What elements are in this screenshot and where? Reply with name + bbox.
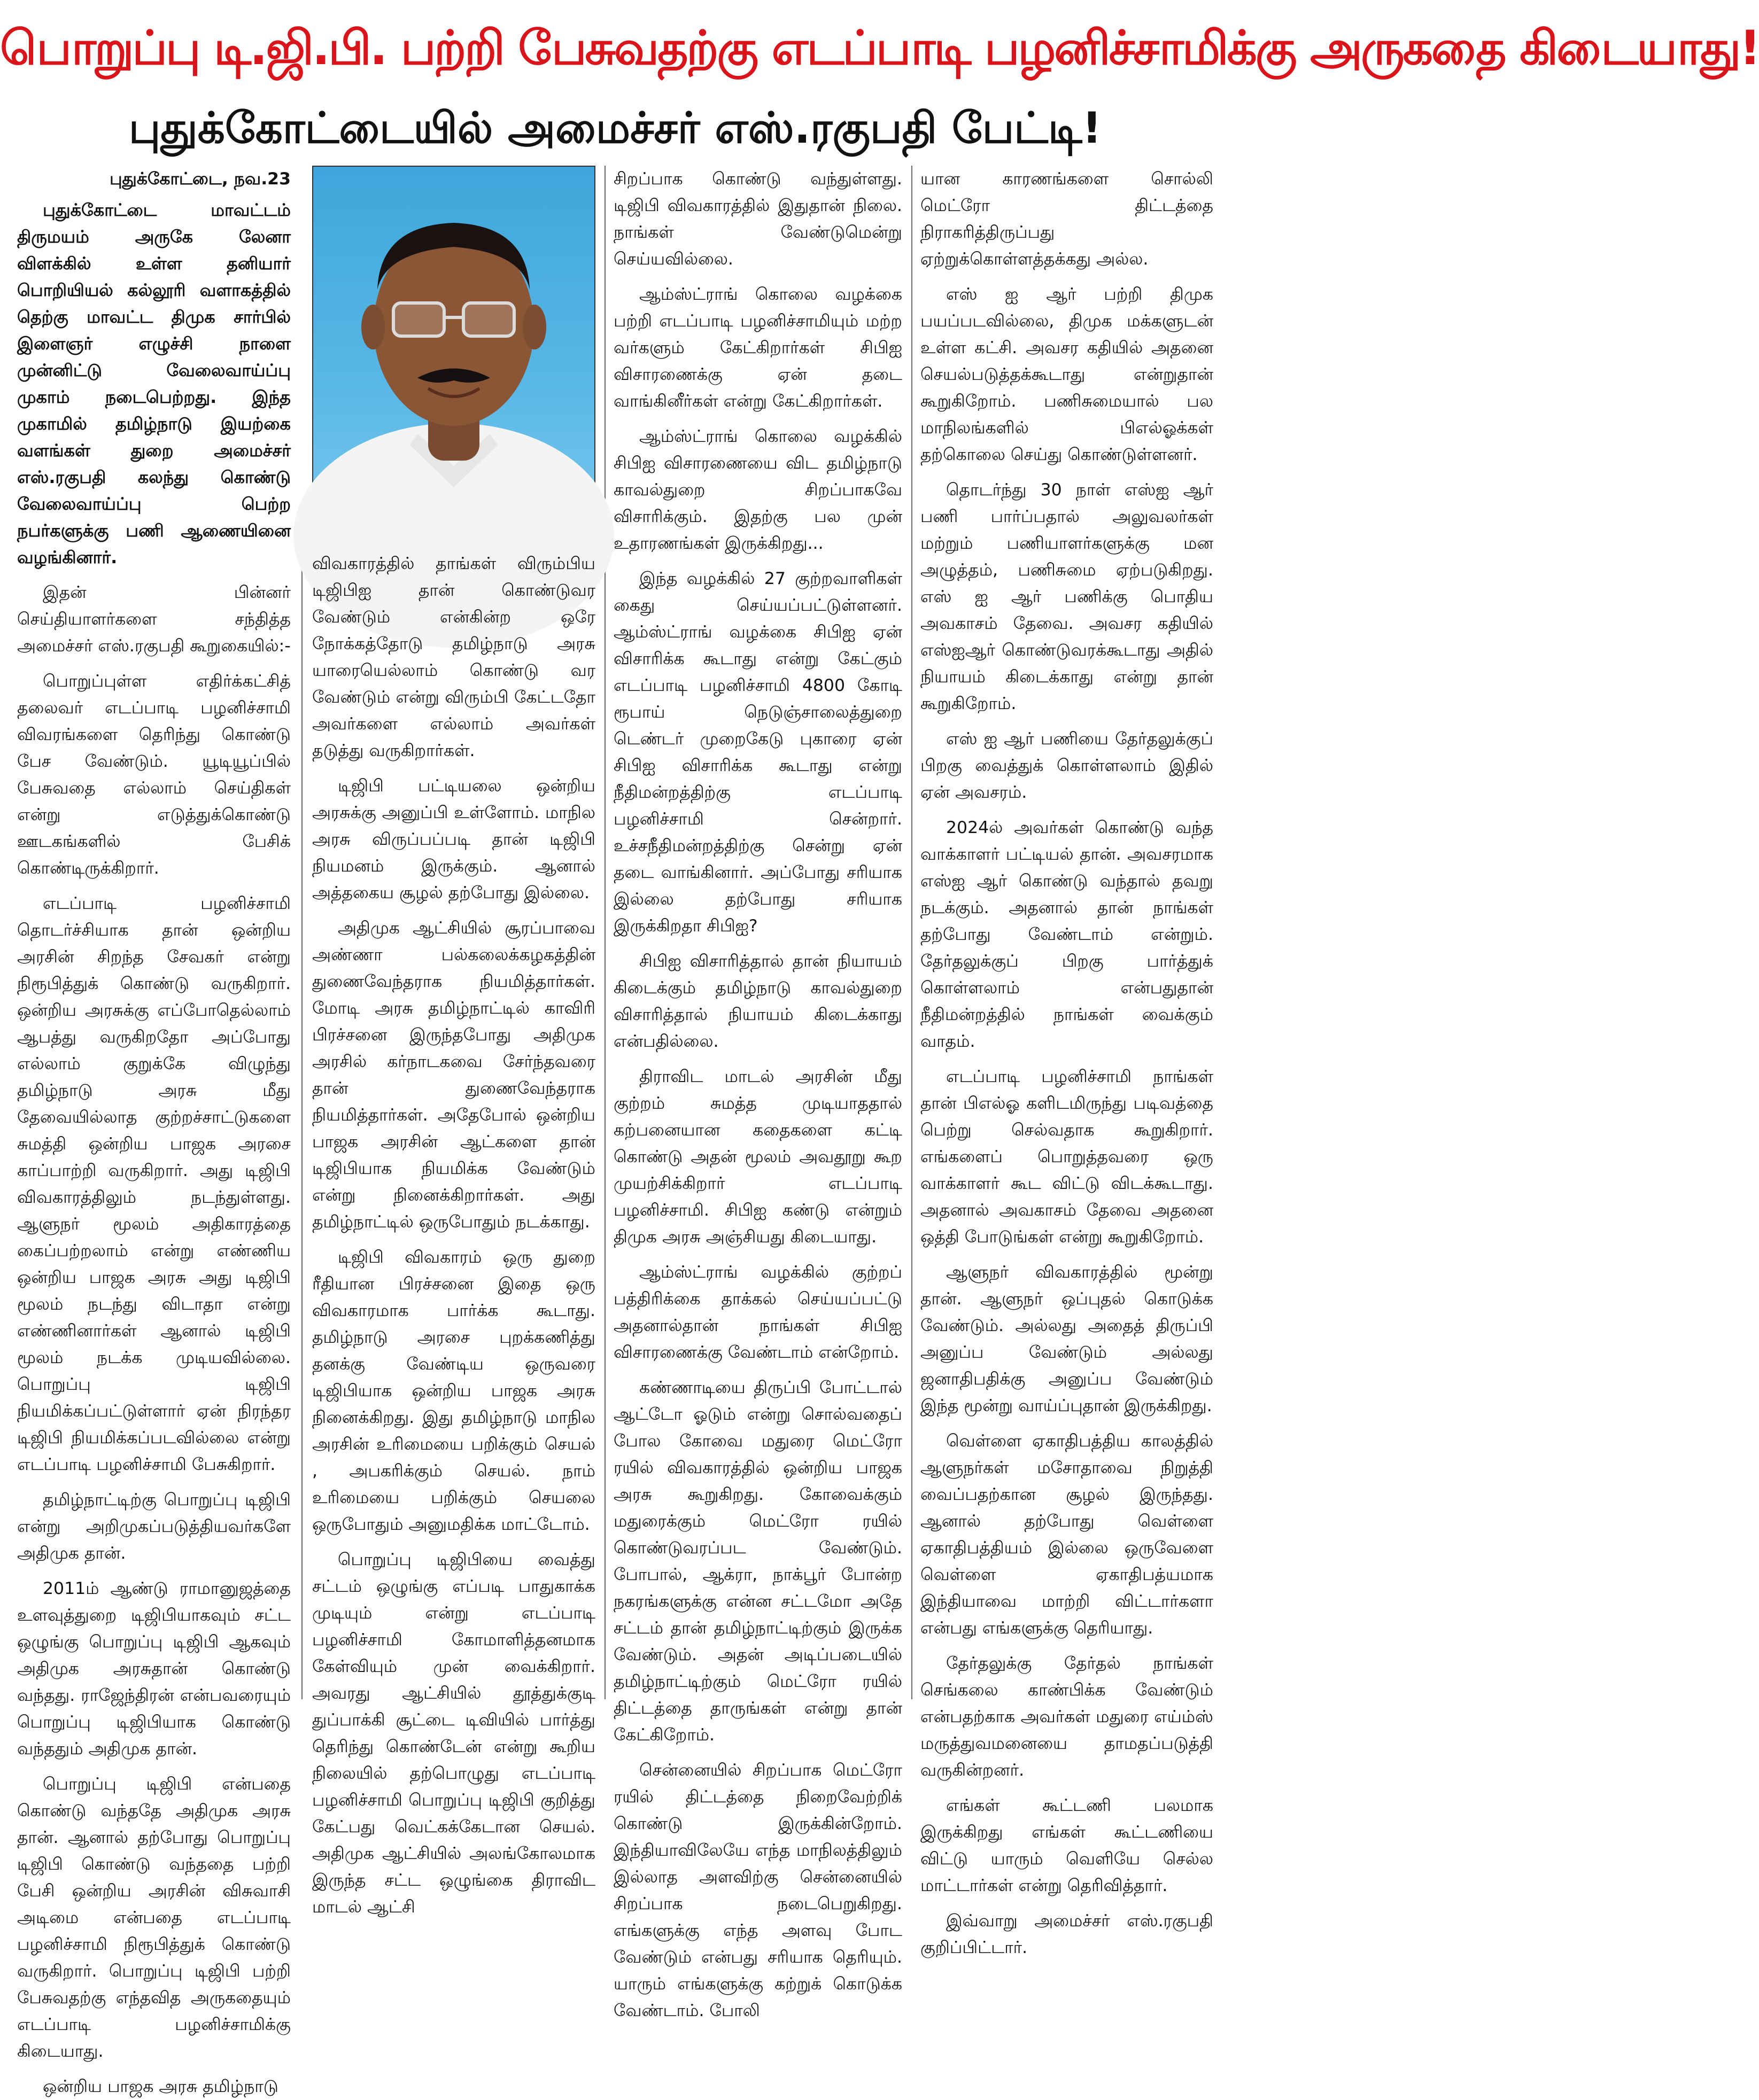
glasses-left — [393, 303, 444, 336]
paragraph: எடப்பாடி பழனிச்சாமி தொடர்ச்சியாக தான் ஒன்றிய அரசின் சிறந்த சேவகர் என்று நிரூபித்துக் கொண்டு வருகிறார். ஒன்றிய அரசுக்கு எப்போதெல்லாம் ஆபத்து வருகிறதோ அப்போது எல்லாம் குறுக்கே விழுந்து தமிழ்நாடு அரசு மீது தேவையில்லாத குற்றச்சாட்டுகளை சுமத்தி ஒன்றிய பாஜக அரசை காப்பாற்றி வருகிறார். அது டிஜிபி விவகாரத்திலும் நடந்துள்ளது. ஆளுநர் மூலம் அதிகாரத்தை கைப்பற்றலாம் என்று எண்ணிய ஒன்றிய பாஜக அரசு அது டிஜிபி மூலம் நடந்து விடாதா என்று எண்ணினார்கள் ஆனால் டிஜிபி மூலம் நடக்க முடியவில்லை. பொறுப்பு டிஜிபி நியமிக்கப்பட்டுள்ளார் ஏன் நிரந்தர டிஜிபி நியமிக்கப்படவில்லை என்று எடப்பாடி பழனிச்சாமி பேசுகிறார். — [17, 894, 291, 1474]
minister-photo — [312, 166, 595, 540]
paragraph: எடப்பாடி பழனிச்சாமி நாங்கள் தான் பிஎல்ஓ களிடமிருந்து படிவத்தை பெற்று செல்வதாக கூறுகிறார். எங்களைப் பொறுத்தவரை ஒரு வாக்காளர் கூட விட்டு விடக்கூடாது. அதனால் அவகாசம் தேவை அதனை ஒத்தி போடுங்கள் என்று கூறுகிறோம். — [920, 1067, 1213, 1247]
paragraph: வெள்ளை ஏகாதிபத்திய காலத்தில் ஆளுநர்கள் மசோதாவை நிறுத்தி வைப்பதற்கான சூழல் இருந்தது. ஆனால் தற்போது வெள்ளை ஏகாதிபத்தியம் இல்லை ஒருவேளை வெள்ளை ஏகாதிபத்யமாக இந்தியாவை மாற்றி விட்டார்களா என்பது எங்களுக்கு தெரியாது. — [920, 1432, 1213, 1638]
lead-paragraph: புதுக்கோட்டை மாவட்டம் திருமயம் அருகே லேனா விளக்கில் உள்ள தனியார் பொறியியல் கல்லூரி வளாகத்தில் தெற்கு மாவட்ட திமுக சார்பில் இளைஞர் எழுச்சி நாளை முன்னிட்டு வேலைவாய்ப்பு முகாம் நடைபெற்றது. இந்த முகாமில் தமிழ்நாடு இயற்கை வளங்கள் துறை அமைச்சர் எஸ்.ரகுபதி கலந்து கொண்டு வேலைவாய்ப்பு பெற்ற நபர்களுக்கு பணி ஆணையினை வழங்கினார். — [17, 200, 291, 567]
column-rule — [301, 550, 303, 1699]
column-rule — [911, 166, 912, 1699]
ear-right — [523, 305, 546, 349]
paragraph: சிபிஐ விசாரித்தால் தான் நியாயம் கிடைக்கும் தமிழ்நாடு காவல்துறை விசாரித்தால் நியாயம் கிடைக்காது என்பதில்லை. — [614, 952, 902, 1051]
paragraph: 2024ல் அவர்கள் கொண்டு வந்த வாக்காளர் பட்டியல் தான். அவசரமாக எஸ்ஐ ஆர் கொண்டு வந்தால் தவறு நடக்கும். அதனால் தான் நாங்கள் தற்போது வேண்டாம் என்றும். தேர்தலுக்குப் பிறகு பார்த்துக் கொள்ளலாம் என்பதுதான் நீதிமன்றத்தில் நாங்கள் வைக்கும் வாதம். — [920, 818, 1213, 1051]
ear-left — [361, 305, 385, 349]
paragraph: ஆளுநர் விவகாரத்தில் மூன்று தான். ஆளுநர் ஒப்புதல் கொடுக்க வேண்டும். அல்லது அதைத் திருப்பி அனுப்ப வேண்டும் அல்லது ஜனாதிபதிக்கு அனுப்ப வேண்டும் இந்த மூன்று வாய்ப்புதான் இருக்கிறது. — [920, 1263, 1213, 1415]
paragraph: எஸ் ஐ ஆர் பணியை தேர்தலுக்குப் பிறகு வைத்துக் கொள்ளலாம் இதில் ஏன் அவசரம். — [920, 729, 1213, 802]
paragraph: திராவிட மாடல் அரசின் மீது குற்றம் சுமத்த முடியாததால் கற்பனையான கதைகளை கட்டி கொண்டு அதன் மூலம் அவதூறு கூற முயற்சிக்கிறார் எடப்பாடி பழனிச்சாமி. சிபிஐ கண்டு என்றும் திமுக அரசு அஞ்சியது கிடையாது. — [614, 1067, 902, 1247]
paragraph: இவ்வாறு அமைச்சர் எஸ்.ரகுபதி குறிப்பிட்டார். — [920, 1911, 1213, 1957]
paragraph: கண்ணாடியை திருப்பி போட்டால் ஆட்டோ ஓடும் என்று சொல்வதைப் போல கோவை மதுரை மெட்ரோ ரயில் விவகாரத்தில் ஒன்றிய பாஜக அரசு கூறுகிறது. கோவைக்கும் மதுரைக்கும் மெட்ரோ ரயில் கொண்டுவரப்பட வேண்டும். போபால், ஆக்ரா, நாக்பூர் போன்ற நகரங்களுக்கு என்ன சட்டமோ அதே சட்டம் தான் தமிழ்நாட்டிற்கும் இருக்க வேண்டும். அதன் அடிப்படையில் தமிழ்நாட்டிற்கும் மெட்ரோ ரயில் திட்டத்தை தாருங்கள் என்று தான் கேட்கிறோம். — [614, 1378, 902, 1745]
paragraph: இதன் பின்னர் செய்தியாளர்களை சந்தித்த அமைச்சர் எஸ்.ரகுபதி கூறுகையில்:- — [17, 583, 291, 656]
paragraph: டிஜிபி விவகாரம் ஒரு துறை ரீதியான பிரச்சனை இதை ஒரு விவகாரமாக பார்க்க கூடாது. தமிழ்நாடு அரசை புறக்கணித்து தனக்கு வேண்டிய ஒருவரை டிஜிபியாக ஒன்றிய பாஜக அரசு நினைக்கிறது. இது தமிழ்நாடு மாநில அரசின் உரிமையை பறிக்கும் செயல் , அபகரிக்கும் செயல். நாம் உரிமையை பறிக்கும் செயலை ஒருபோதும் அனுமதிக்க மாட்டோம். — [312, 1248, 595, 1534]
paragraph: ஆம்ஸ்ட்ராங் கொலை வழக்கில் சிபிஐ விசாரணையை விட தமிழ்நாடு காவல்துறை சிறப்பாகவே விசாரிக்கும். இதற்கு பல முன் உதாரணங்கள் இருக்கிறது... — [614, 427, 902, 553]
paragraph: சென்னையில் சிறப்பாக மெட்ரோ ரயில் திட்டத்தை நிறைவேற்றிக் கொண்டு இருக்கின்றோம். இந்தியாவிலேயே எந்த மாநிலத்திலும் இல்லாத அளவிற்கு சென்னையில் சிறப்பாக நடைபெறுகிறது. எங்களுக்கு எந்த அளவு போட வேண்டும் என்பது சரியாக தெரியும். யாரும் எங்களுக்கு கற்றுக் கொடுக்க வேண்டாம். போலி — [614, 1761, 902, 2020]
paragraph: எஸ் ஐ ஆர் பற்றி திமுக பயப்படவில்லை, திமுக மக்களுடன் உள்ள கட்சி. அவசர கதியில் அதனை செயல்படுத்தக்கூடாது என்றுதான் கூறுகிறோம். பணிசுமையால் பல மாநிலங்களில் பிஎல்ஓக்கள் தற்கொலை செய்து கொண்டுள்ளனர். — [920, 285, 1213, 464]
paragraph: இந்த வழக்கில் 27 குற்றவாளிகள் கைது செய்யப்பட்டுள்ளனர். ஆம்ஸ்ட்ராங் வழக்கை சிபிஐ ஏன் விசாரிக்க கூடாது என்று கேட்கும் எடப்பாடி பழனிச்சாமி 4800 கோடி ரூபாய் நெடுஞ்சாலைத்துறை டெண்டர் முறைகேடு புகாரை ஏன் சிபிஐ விசாரிக்க கூடாது என்று நீதிமன்றத்திற்கு எடப்பாடி பழனிச்சாமி சென்றார். உச்சநீதிமன்றத்திற்கு சென்று ஏன் தடை வாங்கினார். அப்போது சரியாக இல்லை தற்போது சரியாக இருக்கிறதா சிபிஐ? — [614, 569, 902, 936]
paragraph: ஆம்ஸ்ட்ராங் வழக்கில் குற்றப் பத்திரிக்கை தாக்கல் செய்யப்பட்டு அதனால்தான் நாங்கள் சிபிஐ விசாரணைக்கு வேண்டாம் என்றோம். — [614, 1263, 902, 1362]
minister-portrait-icon — [313, 167, 594, 539]
paragraph: விவகாரத்தில் தாங்கள் விரும்பிய டிஜிபிஐ தான் கொண்டுவர வேண்டும் என்கின்ற ஒரே நோக்கத்தோடு தமிழ்நாடு அரசு யாரையெல்லாம் கொண்டு வர வேண்டும் என்று விரும்பி கேட்டதோ அவர்களை எல்லாம் அவர்கள் தடுத்து வருகிறார்கள். — [312, 554, 595, 760]
paragraph: ஒன்றிய பாஜக அரசு தமிழ்நாடு — [43, 2077, 278, 2096]
paragraph: டிஜிபி பட்டியலை ஒன்றிய அரசுக்கு அனுப்பி உள்ளோம். மாநில அரசு விருப்பப்படி தான் டிஜிபி நியமனம் இருக்கும். ஆனால் அத்தகைய சூழல் தற்போது இல்லை. — [312, 776, 595, 903]
headline: பொறுப்பு டி.ஜி.பி. பற்றி பேசுவதற்கு எடப்பாடி பழனிச்சாமிக்கு அருகதை கிடையாது! — [0, 20, 1759, 75]
paragraph: பொறுப்பு டிஜிபி என்பதை கொண்டு வந்ததே அதிமுக அரசு தான். ஆனால் தற்போது பொறுப்பு டிஜிபி கொண்டு வந்ததை பற்றி பேசி ஒன்றிய அரசின் விசுவாசி அடிமை என்பதை எடப்பாடி பழனிச்சாமி நிரூபித்துக் கொண்டு வருகிறார். பொறுப்பு டிஜிபி பற்றி பேசுவதற்கு எந்தவித அருகதையும் எடப்பாடி பழனிச்சாமிக்கு கிடையாது. — [17, 1775, 291, 2061]
paragraph: 2011ம் ஆண்டு ராமானுஜத்தை உளவுத்துறை டிஜிபியாகவும் சட்ட ஒழுங்கு பொறுப்பு டிஜிபி ஆகவும் அதிமுக அரசுதான் கொண்டு வந்தது. ராஜேந்திரன் என்பவரையும் பொறுப்பு டிஜிபியாக கொண்டு வந்ததும் அதிமுக தான். — [17, 1579, 291, 1759]
glasses-right — [463, 303, 514, 336]
paragraph: சிறப்பாக கொண்டு வந்துள்ளது. டிஜிபி விவகாரத்தில் இதுதான் நிலை. நாங்கள் வேண்டுமென்று செய்யவில்லை. — [614, 169, 902, 269]
paragraph: தொடர்ந்து 30 நாள் எஸ்ஐ ஆர் பணி பார்ப்பதால் அலுவலர்கள் மற்றும் பணியாளர்களுக்கு மன அழுத்தம், பணிசுமை ஏற்படுகிறது. எஸ் ஐ ஆர் பணிக்கு பொதிய அவகாசம் தேவை. அவசர கதியில் எஸ்ஐஆர் கொண்டுவரக்கூடாது அதில் நியாயம் கிடைக்காது என்று தான் கூறுகிறோம். — [920, 480, 1213, 713]
dateline: புதுக்கோட்டை, நவ.23 — [110, 169, 291, 189]
article-column-2 — [312, 550, 595, 1917]
subheadline: புதுக்கோட்டையில் அமைச்சர் எஸ்.ரகுபதி பேட்டி! — [128, 103, 1102, 153]
paragraph: அதிமுக ஆட்சியில் சூரப்பாவை அண்ணா பல்கலைக்கழகத்தின் துணைவேந்தராக நியமித்தார்கள். மோடி அரசு தமிழ்நாட்டில் காவிரி பிரச்சனை இருந்தபோது அதிமுக அரசில் கர்நாடகவை சேர்ந்தவரை தான் துணைவேந்தராக நியமித்தார்கள். அதேபோல் ஒன்றிய பாஜக அரசின் ஆட்களை தான் டிஜிபியாக நியமிக்க வேண்டும் என்று நினைக்கிறார்கள். அது தமிழ்நாட்டில் ஒருபோதும் நடக்காது. — [312, 919, 595, 1232]
column-rule — [605, 166, 606, 1699]
paragraph: பொறுப்பு டிஜிபியை வைத்து சட்டம் ஒழுங்கு எப்படி பாதுகாக்க முடியும் என்று எடப்பாடி பழனிச்சாமி கோமாளித்தனமாக கேள்வியும் முன் வைக்கிறார். அவரது ஆட்சியில் தூத்துக்குடி துப்பாக்கி சூட்டை டிவியில் பார்த்து தெரிந்து கொண்டேன் என்று கூறிய நிலையில் தற்பொழுது எடப்பாடி பழனிச்சாமி பொறுப்பு டிஜிபி குறித்து கேட்பது வெட்கக்கேடான செயல். அதிமுக ஆட்சியில் அலங்கோலமாக இருந்த சட்ட ஒழுங்கை திராவிட மாடல் ஆட்சி — [312, 1550, 595, 1917]
paragraph: ஆம்ஸ்ட்ராங் கொலை வழக்கை பற்றி எடப்பாடி பழனிச்சாமியும் மற்ற வர்களும் கேட்கிறார்கள் சிபிஐ விசாரணைக்கு ஏன் தடை வாங்கினீர்கள் என்று கேட்கிறார்கள். — [614, 285, 902, 411]
paragraph: பொறுப்புள்ள எதிர்க்கட்சித் தலைவர் எடப்பாடி பழனிச்சாமி விவரங்களை தெரிந்து கொண்டு பேச வேண்டும். யூடியூப்பில் பேசுவதை எல்லாம் செய்திகள் என்று எடுத்துக்கொண்டு ஊடகங்களில் பேசிக் கொண்டிருக்கிறார். — [17, 672, 291, 878]
paragraph: தமிழ்நாட்டிற்கு பொறுப்பு டிஜிபி என்று அறிமுகப்படுத்தியவர்களே அதிமுக தான். — [17, 1490, 291, 1563]
article-column-3 — [614, 166, 902, 2020]
paragraph: யான காரணங்களை சொல்லி மெட்ரோ திட்டத்தை நிராகரித்திருப்பது ஏற்றுக்கொள்ளத்தக்கது அல்ல. — [920, 169, 1213, 269]
paragraph: தேர்தலுக்கு தேர்தல் நாங்கள் செங்கலை காண்பிக்க வேண்டும் என்பதற்காக அவர்கள் மதுரை எய்ம்ஸ் மருத்துவமனையை தாமதப்படுத்தி வருகின்றனர். — [920, 1654, 1213, 1780]
article-column-4 — [920, 166, 1213, 1957]
paragraph: எங்கள் கூட்டணி பலமாக இருக்கிறது எங்கள் கூட்டணியை விட்டு யாரும் வெளியே செல்ல மாட்டார்கள் என்று தெரிவித்தார். — [920, 1796, 1213, 1895]
article-column-1 — [17, 166, 291, 2096]
